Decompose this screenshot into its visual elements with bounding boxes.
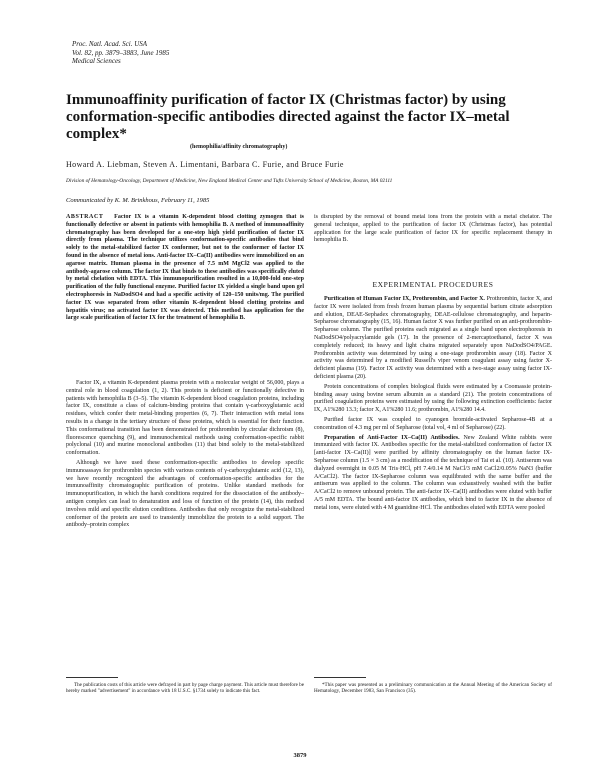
intro-paragraph: Factor IX, a vitamin K-dependent plasma protein with a molecular weight of 56,000, plays a central role in blood coagulation (1, 2). This protein is deficient or functionally defective in patients with hemophilia B (3–5). The vitamin K-dependent blood coagulation proteins, including factor IX, constitute a class of calcium-binding proteins that contain γ-carboxyglutamic acid residues, which confer their metal-binding properties (6, 7). Their interaction with metal ions results in a change in the tertiary structure of these proteins, which is essential for their function. This conformational transition has been demonstrated for prothrombin by circular dichroism (8), fluorescence quenching (9), and immunochemical methods using conformation-specific rabbit polyclonal (10) and murine monoclonal antibodies (11) that bind solely to the metal-stabilized conformation. (66, 380, 304, 457)
footnote-left: The publication costs of this article were defrayed in part by page charge payment. This article must therefore be hereby marked "advertisement" in accordance with 18 U.S.C. §1734 solely to indicate this fact. (66, 682, 304, 695)
abstract (66, 214, 304, 372)
communicated-by: Communicated by K. M. Brinkhous, February 11, 1985 (66, 197, 210, 204)
subsection-title: Preparation of Anti-Factor IX–Ca(II) Antibodies. (324, 434, 460, 441)
journal-name: Proc. Natl. Acad. Sci. USA (72, 40, 148, 48)
methods-paragraph: Purified factor IX was coupled to cyanogen bromide-activated Sepharose-4B at a concentration of 4.3 mg per ml of Sepharose (total vol, 4 ml of Sepharose) (22). (314, 416, 552, 431)
abstract-label: ABSTRACT (66, 214, 104, 220)
intro-paragraph: Although we have used these conformation-specific antibodies to develop specific immunoassays for prothrombin species with various contents of γ-carboxyglutamic acid (12, 13), we have recently recognized the advantages of conformation-specific antibodies for the immunoaffinity chromatographic purification of proteins. Unlike standard methods for immunopurification, in which the harsh conditions required for the dissociation of the antibody–antigen complex can lead to denaturation and loss of function of the protein (14), this method involves mild and specific elution conditions. Antibodies that only recognize the metal-stabilized conformer of the protein are used to transiently immobilize the protein to a solid support. The antibody–protein complex (66, 459, 304, 529)
keywords: (hemophilia/affinity chromatography) (190, 144, 288, 150)
abstract-text: Factor IX is a vitamin K-dependent blood clotting zymogen that is functionally defective or absent in patients with hemophilia B. A method of immunoaffinity chromatography has been developed for a one-step high yield purification of factor IX directly from plasma. The technique utilizes conformation-specific antibodies that bind solely to the metal-stabilized factor IX conformer, but not to the conformer of factor IX found in the absence of metal ions. Anti-factor IX–Ca(II) antibodies were immobilized on an agarose matrix. Human plasma in the presence of 7.5 mM MgCl2 was applied to the antibody-agarose column. The factor IX that binds to these antibodies was specifically eluted by metal chelation with EDTA. This immunopurification resulted in a 10,000-fold one-step purification of the fully functional enzyme. Purified factor IX yielded a single band upon gel electrophoresis in NaDodSO4 and had a specific activity of 120–150 units/mg. The purified factor IX was separated from other vitamin K-dependent blood clotting proteins and hepatitis virus; no activated factor IX was detected. This method has application for the large scale purification of factor IX for the treatment of hemophilia B. (66, 214, 304, 322)
intro-continuation (314, 214, 552, 262)
journal-section: Medical Sciences (72, 57, 121, 65)
affiliation: Division of Hematology-Oncology, Department of Medicine, New England Medical Center and Tufts University School of Medicine, Boston, MA 02111 (66, 178, 393, 184)
author-list: Howard A. Liebman, Steven A. Limentani, Barbara C. Furie, and Bruce Furie (66, 160, 344, 169)
methods-paragraph: Purification of Human Factor IX, Prothrombin, and Factor X. Prothrombin, factor X, and factor IX were isolated from fresh frozen human plasma by sequential barium citrate adsorption and elution, DEAE-Sephadex chromatography, DEAE-cellulose chromatography, and heparin-Sepharose chromatography (15, 16). Human factor X was further purified on an anti-prothrombin-Sepharose column. The purified proteins each migrated as a single band upon electrophoresis in NaDodSO4/polyacrylamide gels (17). In the presence of 2-mercaptoethanol, factor X was completely reduced; its heavy and light chains migrated separately upon NaDodSO4/PAGE. Prothrombin activity was determined by using a one-stage prothrombin assay (18). Factor X activity was determined by a modified Russell's viper venom coagulant assay using factor X-deficient plasma (19). Factor IX activity was determined with a two-stage assay using factor IX-deficient plasma (20). (314, 296, 552, 380)
methods-paragraph: Protein concentrations of complex biological fluids were estimated by a Coomassie protein-binding assay using bovine serum albumin as a standard (21). The protein concentrations of purified coagulation proteins were estimated by using the following extinction coefficients: factor IX, A1%280 13.3; factor X, A1%280 11.6; prothrombin, A1%280 14.4. (314, 383, 552, 414)
page-number: 3879 (293, 752, 307, 759)
methods-section (314, 296, 552, 666)
subsection-title: Purification of Human Factor IX, Prothrombin, and Factor X. (324, 296, 485, 302)
section-heading: EXPERIMENTAL PROCEDURES (372, 280, 494, 289)
introduction (66, 380, 304, 668)
footnote-rule-left (66, 677, 118, 678)
journal-header (72, 40, 169, 66)
methods-paragraph: Preparation of Anti-Factor IX–Ca(II) Antibodies. New Zealand White rabbits were immunized with factor IX. Antibodies specific for the metal-stabilized conformation of factor IX [anti-factor IX–Ca(II)] were purified by affinity chromatography on the human factor IX-Sepharose column (1.5 × 3 cm) as a modification of the technique of Tai et al. (10). Antiserum was dialyzed overnight in 0.05 M Tris·HCl, pH 7.4/0.14 M NaCl/3 mM CaCl2/0.05% NaN3 (buffer A/CaCl2). The factor IX-Sepharose column was equilibrated with the same buffer and the antiserum was applied to the column. The column was exhaustively washed with the buffer A/CaCl2 to remove unbound protein. The anti-factor IX–Ca(II) antibodies were eluted with buffer A/5 mM EDTA. The bound anti-factor IX antibodies, which bind to factor IX in the absence of metal ions, were eluted with 4 M guanidine·HCl. The antibodies eluted with EDTA were pooled (314, 434, 552, 511)
intro-continuation-text: is disrupted by the removal of bound metal ions from the protein with a metal chelator. The general technique, applied to the purification of factor IX (Christmas factor), has potential application for the large scale purification of factor IX for specific replacement therapy in hemophilia B. (314, 214, 552, 244)
journal-volume: Vol. 82, pp. 3879–3883, June 1985 (72, 48, 170, 57)
footnote-rule-right (314, 677, 366, 678)
article-title: Immunoaffinity purification of factor IX (Christmas factor) by using conformation-specific antibodies directed against the factor IX–metal complex* (66, 92, 510, 142)
footnote-right: *This paper was presented as a preliminary communication at the Annual Meeting of the American Society of Hematology, December 1983, San Francisco (35). (314, 682, 552, 695)
